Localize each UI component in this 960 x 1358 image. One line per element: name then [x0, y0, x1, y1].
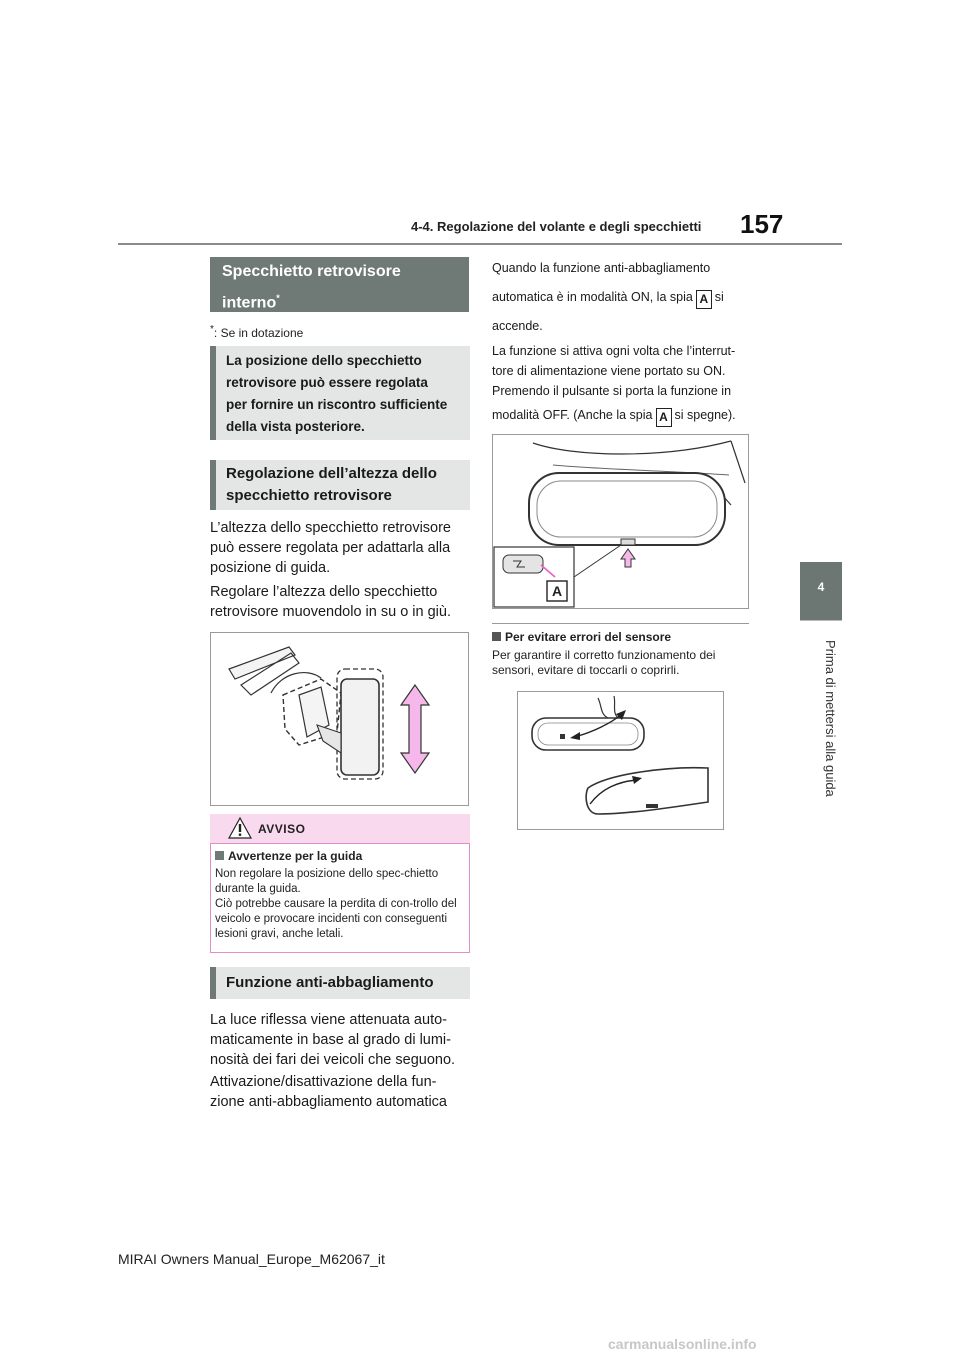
antiglare-mirror-figure	[492, 434, 749, 609]
right-line: Premendo il pulsante si porta la funzione in	[492, 384, 732, 398]
right-line: accende.	[492, 319, 543, 333]
sensor-heading	[492, 630, 671, 644]
footnote-text: : Se in dotazione	[213, 326, 304, 340]
warning-item-text: Non regolare la posizione dello spec-chietto durante la guida. Ciò potrebbe causare la perdita di con-trollo del veicolo e provocare incidenti con conseguenti lesioni gravi, anche letali.	[215, 868, 457, 940]
intro-line: retrovisore può essere regolata	[226, 375, 428, 390]
warning-item-title	[215, 849, 362, 863]
right-rule	[492, 623, 749, 624]
chapter-tab-rule	[800, 620, 842, 621]
indicator-a-icon: A	[656, 408, 672, 427]
warning-item-title-text: Avvertenze per la guida	[228, 849, 363, 863]
footnote	[210, 324, 303, 340]
right-line-part: si spegne).	[674, 408, 736, 422]
height-heading-line: Regolazione dell’altezza dello	[226, 465, 437, 482]
antiglare-text-1: La luce riflessa viene attenuata auto-maticamente in base al grado di lumi-nosità dei fari dei veicoli che seguono.	[210, 1012, 456, 1068]
mirror-height-illustration	[211, 633, 468, 805]
right-line: La funzione si attiva ogni volta che l’interrut-	[492, 344, 736, 358]
antiglare-text-2: Attivazione/disattivazione della fun-zione anti-abbagliamento automatica	[210, 1074, 447, 1110]
section-title: 4-4. Regolazione del volante e degli specchietti	[411, 219, 702, 234]
warning-title: AVVISO	[258, 822, 306, 836]
height-text-1: L’altezza dello specchietto retrovisore può essere regolata per adattarla alla posizione di guida.	[210, 520, 451, 576]
antiglare-heading	[210, 967, 470, 999]
antiglare-heading-text: Funzione anti-abbagliamento	[226, 974, 434, 991]
height-heading-line: specchietto retrovisore	[226, 487, 392, 504]
right-line-part: modalità OFF. (Anche la spia	[492, 408, 653, 422]
right-line	[492, 283, 762, 312]
antiglare-mirror-illustration	[493, 435, 748, 608]
figure-callout-a: A	[551, 583, 563, 599]
intro-box	[210, 346, 470, 440]
sensor-illustration	[518, 692, 723, 829]
bullet-square-icon	[492, 632, 501, 641]
main-heading-text: Specchietto retrovisore interno	[222, 263, 401, 312]
sensor-heading-text: Per evitare errori del sensore	[505, 630, 672, 644]
height-text-2: Regolare l’altezza dello specchietto retrovisore muovendolo in su o in giù.	[210, 584, 451, 620]
chapter-number: 4	[817, 580, 825, 594]
page-number: 157	[740, 209, 784, 239]
bullet-square-icon	[215, 851, 224, 860]
intro-line: La posizione dello specchietto	[226, 353, 422, 368]
height-heading	[210, 460, 470, 510]
sensor-figure	[517, 691, 724, 830]
manual-id: MIRAI Owners Manual_Europe_M62067_it	[118, 1251, 385, 1267]
right-line-part: automatica è in modalità ON, la spia	[492, 290, 693, 304]
right-line-part: si	[714, 290, 724, 304]
sensor-text: Per garantire il corretto funzionamento dei sensori, evitare di toccarli o coprirli.	[492, 648, 716, 677]
right-intro	[492, 254, 762, 430]
intro-line: della vista posteriore.	[226, 419, 365, 434]
heading-marker: *	[276, 293, 280, 303]
main-heading	[210, 257, 469, 312]
right-line	[492, 401, 762, 430]
warning-icon	[228, 817, 252, 839]
watermark: carmanualsonline.info	[608, 1336, 757, 1352]
intro-line: per fornire un riscontro sufficiente	[226, 397, 448, 412]
right-line: Quando la funzione anti-abbagliamento	[492, 261, 711, 275]
header-rule	[118, 243, 842, 245]
mirror-height-figure	[210, 632, 469, 806]
right-line: tore di alimentazione viene portato su ON.	[492, 364, 726, 378]
footnote-marker: *	[210, 324, 214, 335]
chapter-label: Prima di mettersi alla guida	[823, 640, 838, 797]
indicator-a-icon: A	[696, 290, 712, 309]
